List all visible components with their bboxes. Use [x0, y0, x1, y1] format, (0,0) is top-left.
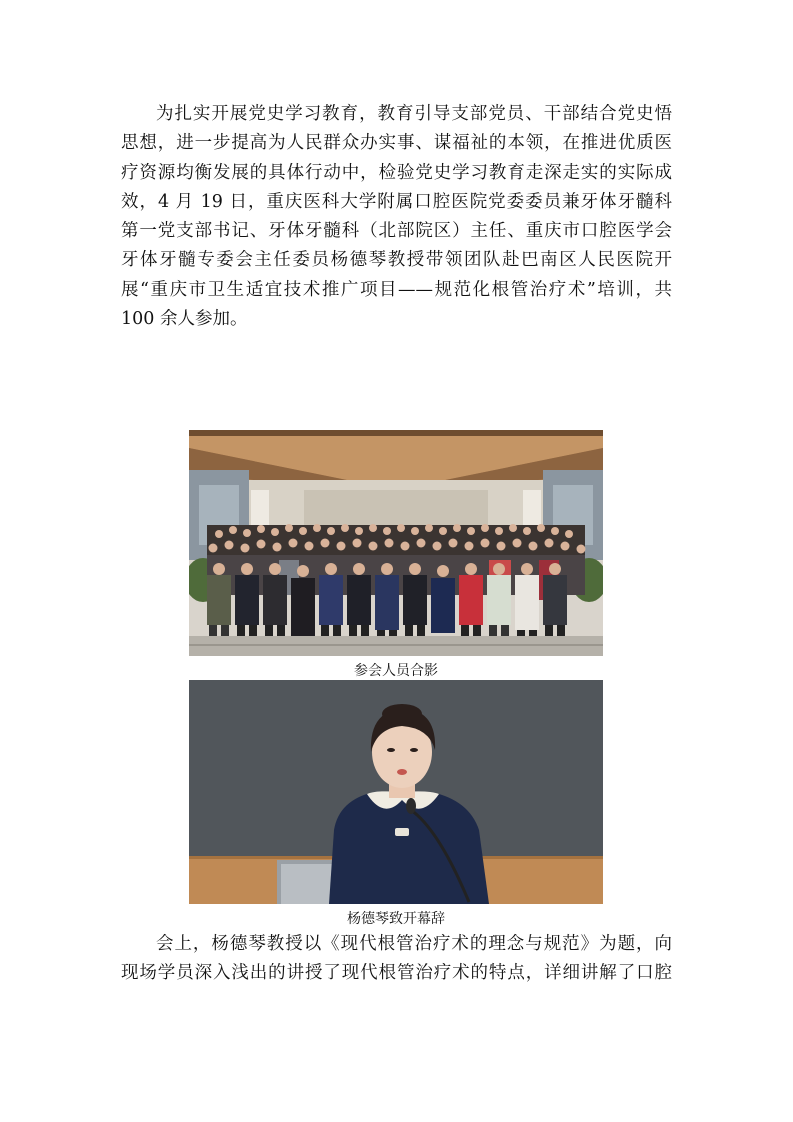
- intro-paragraph: [121, 100, 672, 334]
- paragraph-line: 牙体牙髓专委会主任委员杨德琴教授带领团队赴巴南区人民医院开: [121, 250, 672, 271]
- paragraph-line: 效，4 月 19 日，重庆医科大学附属口腔医院党委委员兼牙体牙髓科: [121, 191, 672, 212]
- speaker-photo: [189, 680, 603, 904]
- paragraph-line: 疗资源均衡发展的具体行动中，检验党史学习教育走深走实的实际成: [121, 162, 672, 183]
- paragraph-line: 展“重庆市卫生适宜技术推广项目——规范化根管治疗术”培训，共: [121, 279, 672, 300]
- paragraph-line: 为扎实开展党史学习教育，教育引导支部党员、干部结合党史悟: [156, 104, 672, 124]
- group-photo-caption: 参会人员合影: [354, 663, 438, 679]
- speaker-photo-caption: 杨德琴致开幕辞: [347, 911, 445, 927]
- paragraph-line: 现场学员深入浅出的讲授了现代根管治疗术的特点，详细讲解了口腔: [121, 963, 672, 984]
- group-photo: [189, 430, 603, 656]
- paragraph-line: 思想，进一步提高为人民群众办实事、谋福祉的本领，在推进优质医: [121, 133, 672, 154]
- paragraph-line: 100 余人参加。: [121, 309, 248, 330]
- paragraph-line: 第一党支部书记、牙体牙髓科（北部院区）主任、重庆市口腔医学会: [121, 221, 672, 242]
- lecture-paragraph: [121, 930, 672, 989]
- paragraph-line: 会上，杨德琴教授以《现代根管治疗术的理念与规范》为题，向: [156, 934, 672, 954]
